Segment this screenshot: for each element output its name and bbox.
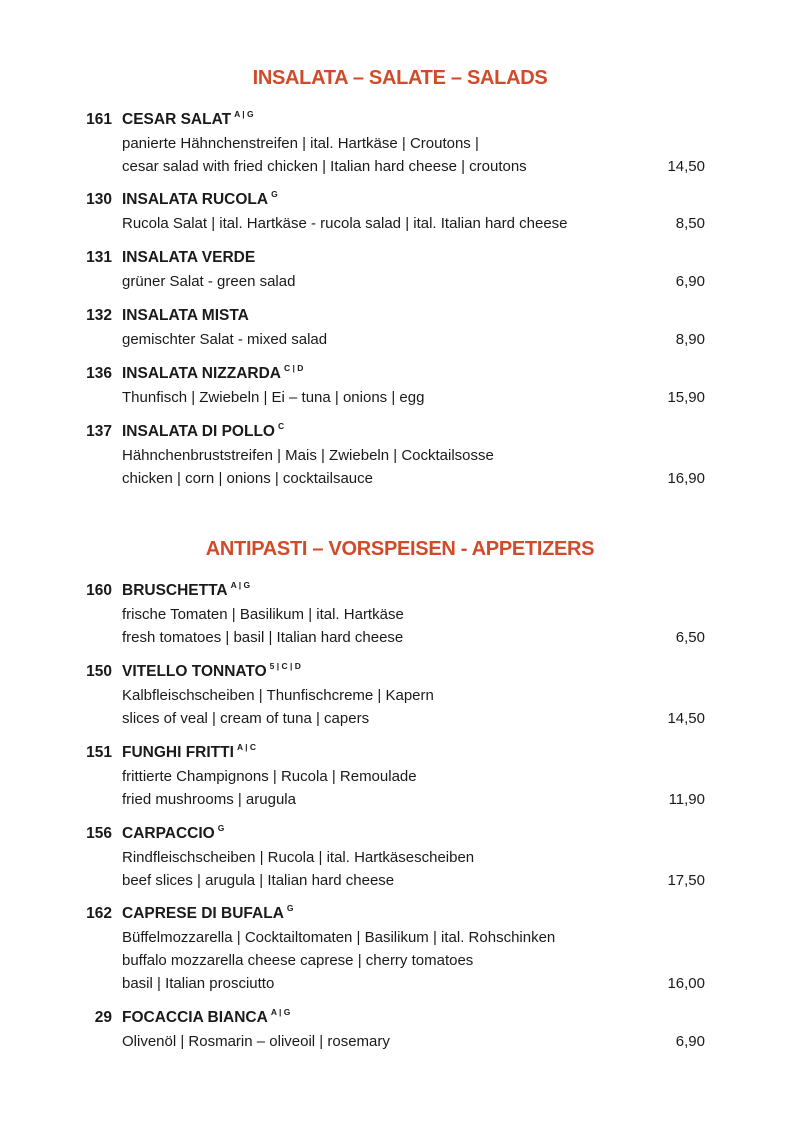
- allergen-codes: A | C: [236, 742, 257, 752]
- item-price: 15,90: [667, 389, 705, 406]
- item-number: 161: [86, 111, 112, 128]
- item-description: basil | Italian prosciutto: [122, 975, 275, 992]
- item-number: 131: [86, 249, 112, 266]
- item-description: frittierte Champignons | Rucola | Remoulade: [122, 768, 417, 785]
- allergen-codes: C: [277, 421, 285, 431]
- item-description: slices of veal | cream of tuna | capers: [122, 710, 370, 727]
- item-name: CAPRESE DI BUFALA $^G$: [122, 903, 294, 922]
- allergen-codes: A | G: [230, 580, 251, 590]
- item-price: 6,90: [675, 1033, 705, 1050]
- item-name: FUNGHI FRITTI $^{A | C}$: [122, 742, 257, 761]
- item-description: Büffelmozzarella | Cocktailtomaten | Basilikum | ital. Rohschinken: [122, 929, 556, 946]
- allergen-codes: G: [271, 189, 278, 199]
- item-name: INSALATA NIZZARDA $^{C | D}$: [122, 363, 304, 382]
- allergen-codes: C | D: [284, 363, 304, 373]
- item-number: 160: [86, 582, 112, 599]
- item-name: CESAR SALAT $^{A | G}$: [122, 109, 254, 128]
- item-number: 151: [86, 744, 112, 761]
- item-price: 16,00: [667, 975, 705, 992]
- item-description: fried mushrooms | arugula: [122, 791, 296, 808]
- item-price: 8,90: [675, 331, 705, 348]
- item-name: CARPACCIO $^G$: [122, 823, 225, 842]
- allergen-codes: G: [286, 903, 294, 913]
- item-name: INSALATA RUCOLA $^G$: [122, 189, 278, 208]
- item-number: 132: [86, 307, 112, 324]
- item-number: 136: [86, 365, 112, 382]
- item-price: 17,50: [667, 872, 705, 889]
- item-price: 6,90: [675, 273, 705, 290]
- section-title-salads: INSALATA – SALATE – SALADS: [252, 67, 548, 89]
- item-name: INSALATA VERDE: [122, 249, 256, 266]
- item-name: BRUSCHETTA $^{A | G}$: [122, 580, 251, 599]
- allergen-codes: G: [217, 823, 225, 833]
- item-description: gemischter Salat - mixed salad: [122, 331, 328, 348]
- item-description: fresh tomatoes | basil | Italian hard cheese: [122, 629, 404, 646]
- item-price: 6,50: [675, 629, 705, 646]
- item-description: frische Tomaten | Basilikum | ital. Hartkäse: [122, 606, 404, 623]
- item-number: 130: [86, 191, 112, 208]
- item-number: 29: [94, 1009, 112, 1026]
- item-price: 14,50: [667, 158, 705, 175]
- allergen-codes: A | G: [270, 1007, 291, 1017]
- section-title-appetizers: ANTIPASTI – VORSPEISEN - APPETIZERS: [205, 538, 595, 560]
- item-description: grüner Salat - green salad: [122, 273, 296, 290]
- allergen-codes: 5 | C | D: [269, 661, 301, 671]
- item-description: Hähnchenbruststreifen | Mais | Zwiebeln | Cocktailsosse: [122, 447, 494, 464]
- item-price: 16,90: [667, 470, 705, 487]
- item-description: buffalo mozzarella cheese caprese | cherry tomatoes: [122, 952, 474, 969]
- item-description: Rucola Salat | ital. Hartkäse - rucola salad | ital. Italian hard cheese: [122, 215, 568, 232]
- item-number: 150: [86, 663, 112, 680]
- item-description: Kalbfleischscheiben | Thunfischcreme | Kapern: [122, 687, 434, 704]
- item-description: panierte Hähnchenstreifen | ital. Hartkäse | Croutons |: [122, 135, 479, 152]
- item-description: cesar salad with fried chicken | Italian hard cheese | croutons: [122, 158, 527, 175]
- allergen-codes: A | G: [234, 109, 254, 119]
- item-number: 162: [86, 905, 112, 922]
- item-name: INSALATA MISTA: [122, 307, 249, 324]
- item-name: FOCACCIA BIANCA $^{A | G}$: [122, 1007, 291, 1026]
- item-price: 14,50: [667, 710, 705, 727]
- item-price: 8,50: [675, 215, 705, 232]
- item-description: Olivenöl | Rosmarin – oliveoil | rosemary: [122, 1033, 390, 1050]
- item-name: INSALATA DI POLLO $^C$: [122, 421, 285, 440]
- item-description: Rindfleischscheiben | Rucola | ital. Hartkäsescheiben: [122, 849, 475, 866]
- item-description: beef slices | arugula | Italian hard cheese: [122, 872, 395, 889]
- item-description: chicken | corn | onions | cocktailsauce: [122, 470, 373, 487]
- item-number: 137: [86, 423, 112, 440]
- item-number: 156: [86, 825, 112, 842]
- item-name: VITELLO TONNATO $^{5 | C | D}$: [122, 661, 301, 680]
- item-description: Thunfisch | Zwiebeln | Ei – tuna | onions | egg: [122, 389, 425, 406]
- item-price: 11,90: [668, 791, 705, 808]
